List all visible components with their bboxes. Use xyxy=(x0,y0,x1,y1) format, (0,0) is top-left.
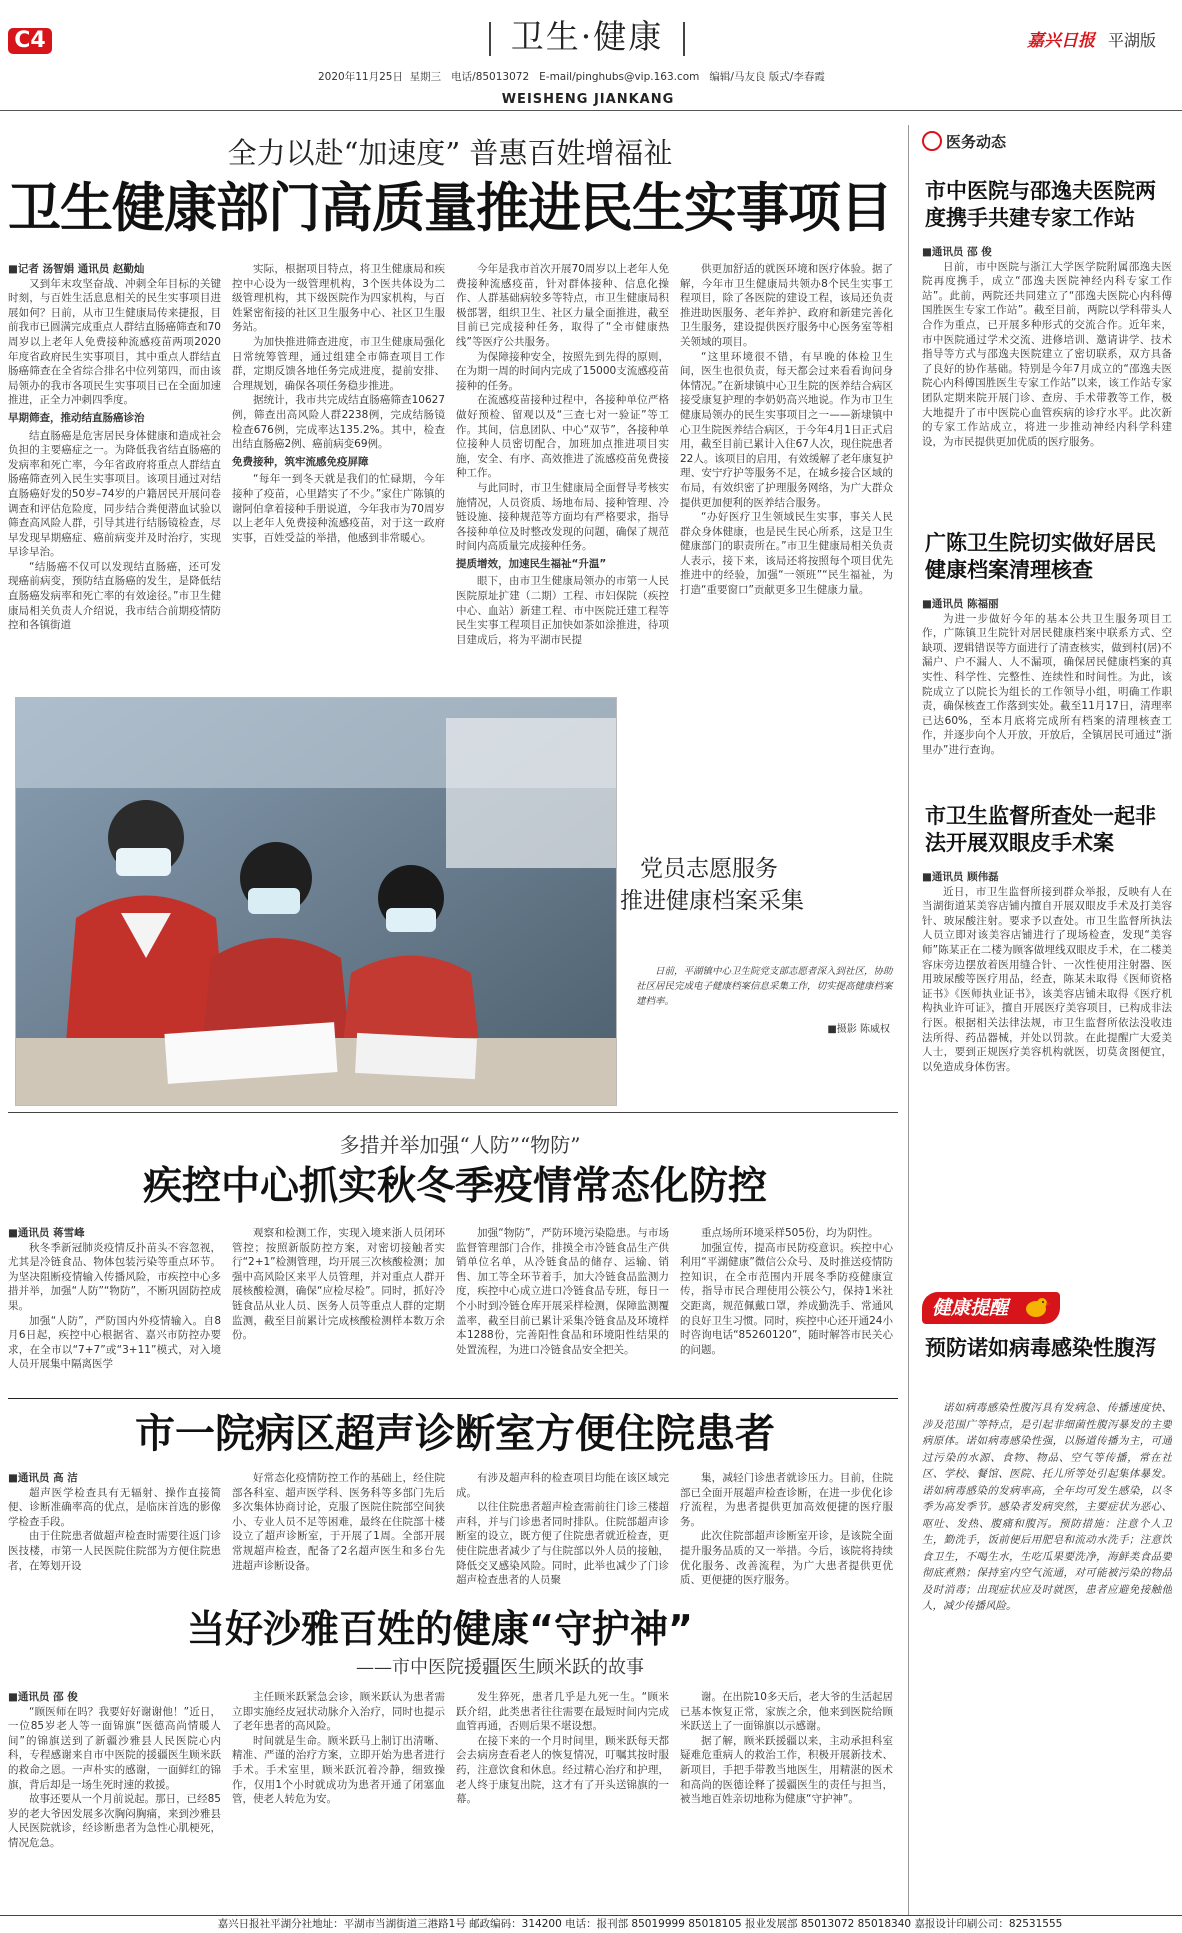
section-email: E-mail/pinghubs@vip.163.com xyxy=(539,71,700,83)
photo-title-line-2: 推进健康档案采集 xyxy=(620,888,804,914)
photo-frame-bottom xyxy=(8,1112,898,1113)
issue-date: 2020年11月25日 xyxy=(318,71,403,83)
story2-column-3 xyxy=(456,1226,669,1394)
story3-paragraph: 有涉及超声科的检查项目均能在该区域完成。 xyxy=(456,1472,669,1499)
lead-paragraph: 提质增效，加速民生福祉“升温” xyxy=(456,557,607,570)
lead-paragraph: 眼下，由市卫生健康局领办的市第一人民医院原址扩建（二期）工程、市妇保院（疾控中心、血站）新建工程、市中医院迁建工程等民生实事工程项目正加快如茶如涂推进，待项目建成后，将为平湖市民提 xyxy=(456,575,669,646)
lead-paragraph: “结肠癌不仅可以发现结直肠癌，还可发现癌前病变，预防结直肠癌的发生，是降低结直肠癌发病率和死亡率的有效途径。”市卫生健康局相关负责人介绍说，我市结合前期疫情防控和各镇街道 xyxy=(8,560,221,632)
story4-paragraph: 故事还要从一个月前说起。那日，已经85岁的老大爷因发展多次胸闷胸痛，来到沙雅县人民医院就诊，经诊断患者为急性心肌梗死，情况危急。 xyxy=(8,1793,221,1849)
story4-headline: 当好沙雅百姓的健康“守护神” xyxy=(187,1607,693,1651)
lead-column-1 xyxy=(8,262,221,688)
story2-column-4 xyxy=(680,1226,893,1394)
sidebar-item-1-byline: ■通讯员 邵 俊 xyxy=(922,246,992,258)
issue-weekday: 星期三 xyxy=(409,71,442,83)
lead-paragraph: “这里环境很不错，有早晚的体检卫生间，医生也很负责，每天都会过来看看询问身体情况。”在新埭镇中心卫生院的医养结合病区接受康复护理的李奶奶高兴地说。作为市卫生健康局领办的民生实事项目之一——新埭镇中心卫生院医养结合病区，于今年4月1日正式启用，截至目前已累计入住67人次，现住院患者22人。该项目的启用，有效缓解了老年康复护理、安宁疗护等服务不足，在城乡接合区域的布局，有效织密了护理服务网络，为广大群众提供更加便利的医养结合服务。 xyxy=(680,350,893,509)
photo-illustration xyxy=(16,698,616,1105)
story3-column-2 xyxy=(232,1471,445,1599)
story3-paragraph: ■通讯员 高 洁 xyxy=(8,1472,78,1484)
sidebar-item-1-text: 日前，市中医院与浙江大学医学院附属邵逸夫医院再度携手，成立“邵逸夫医院神经内科专家工作站”。此前，两院还共同建立了“邵逸夫医院心内科傅国胜医生专家工作站”。截至目前，两院以学科带头人合作为重点，已开展多种形式的交流合作。近年来，市中医院通过学术交流、进修培训、邀请讲学、技术指导等方式与邵逸夫医院建立了密切联系，双方具备了良好的协作基础。特别是今年7月成立的“邵逸夫医院心内科傅国胜医生专家工作站”以来，该工作站专家团队定期来院开展门诊、查房、手术带教等工作，极大地提升了市中医院心血管疾病的诊疗水平。此次新的专家工作站成立，将进一步推动神经内科学科建设，为市民提供更加优质的医疗服务。 xyxy=(922,260,1172,448)
lead-paragraph: 结直肠癌是危害居民身体健康和造成社会负担的主要癌症之一。为降低我省结直肠癌的发病率和死亡率，今年省政府将重点人群结直肠癌筛查列入民生实事项目。该项目通过对结直肠癌好发的50岁–74岁的户籍居民开展问卷调查和评估危险度，同步结合粪便潜血试验以筛查高风险人群，引导其进行结肠镜检查，尽早发现早期癌症、癌前病变并及时治疗，实现早诊早治。 xyxy=(8,429,221,559)
story3-column-4 xyxy=(680,1471,893,1599)
lead-paragraph: ■记者 汤智娟 通讯员 赵勤灿 xyxy=(8,263,145,275)
story2-paragraph: 加强宣传，提高市民防疫意识。疾控中心利用“平湖健康”微信公众号、及时推送疫情防控知识，在全市范围内开展冬季防疫健康宣传，指导市民合理使用公筷公勺，保持1米社交距离，规范佩戴口罩，养成勤洗手、常通风的良好卫生习惯。同时，疾控中心还开通24小时咨询电话“85260120”，随时解答市民关心的问题。 xyxy=(680,1241,893,1356)
story3-paragraph: 集，减轻门诊患者就诊压力。目前，住院部已全面开展超声检查诊断，在进一步优化诊疗流程，为患者提供更加高效便捷的医疗服务。 xyxy=(680,1472,893,1528)
story4-paragraph: “顾医师在吗？我要好好谢谢他！”近日，一位85岁老人等一面锦旗“医德高尚情暖人间”的锦旗送到了新疆沙雅县人民医院心内科，专程感谢来自市中医院的援疆医生顾米跃的救命之恩。一声朴实的感谢，一面鲜红的锦旗，背后却是一场生死时速的救援。 xyxy=(8,1705,221,1791)
story4-paragraph: 谢。在出院10多天后，老大爷的生活起居已基本恢复正常，家族之余，他来到医院给顾米跃送上了一面锦旗以示感谢。 xyxy=(680,1691,893,1733)
story2-column-2 xyxy=(232,1226,445,1394)
story3-headline: 市一院病区超声诊断室方便住院患者 xyxy=(135,1411,775,1457)
footer-rule xyxy=(0,1915,1182,1916)
story4-paragraph: 主任顾米跃紧急会诊，顾米跃认为患者需立即实施经皮冠状动脉介入治疗，同时也提示了老年患者的高风险。 xyxy=(232,1691,445,1733)
story4-paragraph: 据了解，顾米跃援疆以来，主动承担科室疑难危重病人的救治工作，积极开展新技术、新项目，手把手带教当地医生，用精湛的医术和高尚的医德诠释了援疆医生的责任与担当，被当地百姓亲切地称为健康“守护神”。 xyxy=(680,1734,893,1806)
photo-title-line-1: 党员志愿服务 xyxy=(640,856,778,882)
story4-paragraph: 发生猝死，患者几乎是九死一生。“顾米跃介绍，此类患者往往需要在最短时间内完成血管再通，否则后果不堪设想。 xyxy=(456,1691,669,1733)
sidebar-item-2-title: 广陈卫生院切实做好居民健康档案清理核查 xyxy=(925,531,1156,582)
sidebar-label: 医务动态 xyxy=(946,133,1007,151)
lead-paragraph: 今年是我市首次开展70周岁以上老年人免费接种流感疫苗，针对群体接种、信息化操作、人群基础病较多等特点，市卫生健康局积极部署，组织卫生、社区力量全面推进，截至目前已完成接种任务，取得了“全市健康热线”等医疗公共服务。 xyxy=(456,263,669,348)
section-rule-right xyxy=(683,22,685,56)
lead-paragraph: 为加快推进筛查进度，市卫生健康局强化日常统筹管理，通过组建全市筛查项目工作群，定期反馈各地任务完成进度，提前安排、合理规划，确保各项任务稳步推进。 xyxy=(232,335,445,392)
masthead-meta xyxy=(318,70,918,84)
sidebar-item-2-byline: ■通讯员 陈福丽 xyxy=(922,598,999,610)
lead-paragraph: 实际，根据项目特点，将卫生健康局和疾控中心设为一级管理机构，3个医共体设为二级管理机构，其下级医院作为四家机构，与百姓紧密衔接的社区卫生服务中心、社区卫生服务站。 xyxy=(232,263,445,334)
story2-paragraph: 加强“人防”，严防国内外疫情输入。自8月6日起，疾控中心根据省、嘉兴市防控办要求，在全市以“7+7”或“3+11”模式，对入境人员开展集中隔离医学 xyxy=(8,1314,221,1371)
story4-paragraph: 时间就是生命。顾米跃马上制订出清晰、精准、严谨的治疗方案，立即开始为患者进行手术。手术室里，顾米跃沉着冷静，细致操作，仅用1个小时就成功为患者开通了闭塞血管，使老人转危为安。 xyxy=(232,1734,445,1806)
lead-kicker: 全力以赴“加速度” 普惠百姓增福祉 xyxy=(227,136,673,170)
health-tip-bird-icon xyxy=(1022,1294,1050,1320)
story3-column-3 xyxy=(456,1471,669,1599)
lead-headline: 卫生健康部门高质量推进民生实事项目 xyxy=(8,178,892,239)
sidebar-item-2-text: 为进一步做好今年的基本公共卫生服务项目工作，广陈镇卫生院针对居民健康档案中联系方式、空缺项、逻辑错误等方面进行了清查核实，做到村(居)不漏户、户不漏人、人不漏项，确保居民健康档案的真实性、科学性、完整性、连续性和时间性。为此，该院成立了以院长为组长的工作领导小组，明确工作职责，确保核查工作落到实处。截至11月17日，清理率已达60%，至本月底将完成所有档案的清理核查工作，并逐步向个人开放，开放后，全镇居民可通过“浙里办”进行查询。 xyxy=(922,612,1172,756)
story4-column-2 xyxy=(232,1690,445,1912)
story4-paragraph: ■通讯员 邵 俊 xyxy=(8,1691,78,1703)
lead-paragraph: 又到年末攻坚奋战、冲刺全年目标的关键时刻，与百姓生活息息相关的民生实事项目进展如何？日前，从市卫生健康局传来捷报，目前我市已圆满完成重点人群结直肠癌筛查和70周岁以上老年人免费接种流感疫苗两项2020年度省政府民生实事项目，其中重点人群结直肠癌筛查在全省综合排名中位列第四，而由该局领办的我市各项民生实事项目已在全面加速推进，正全力冲刺四季度。 xyxy=(8,277,221,407)
story2-paragraph: 加强“物防”，严防环境污染隐患。与市场监督管理部门合作，排摸全市冷链食品生产供销单位名单，从冷链食品的储存、运输、销售、加工等全环节着手，加大冷链食品监测力度，疾控中心成立进口冷链食品专班，每日一个小时到冷链仓库开展采样检测，保障监测覆盖率，截至目前已累计采集冷链食品及环境样本1288份，完善阳性食品和环境阳性结果的处置流程，为进口冷链食品安全把关。 xyxy=(456,1227,669,1356)
sidebar-label-box xyxy=(922,130,1022,154)
story2-paragraph: ■通讯员 蒋雪峰 xyxy=(8,1227,85,1239)
story2-bottom-rule xyxy=(8,1398,898,1399)
lead-paragraph: 与此同时，市卫生健康局全面督导考核实施情况，人员资质、场地布局、接种管理、冷链设施、接种规范等方面均有严格要求，指导各接种单位及时整改发现的问题，确保了规范时间内高质量完成接种任务。 xyxy=(456,481,669,553)
health-tip-body xyxy=(922,1400,1172,1912)
volunteer-photo xyxy=(15,697,617,1106)
page-code-badge: C4 xyxy=(8,28,52,54)
section-rule-left xyxy=(489,22,491,56)
story4-column-3 xyxy=(456,1690,669,1912)
sidebar-item-1-title: 市中医院与邵逸夫医院两度携手共建专家工作站 xyxy=(925,179,1156,230)
footer-address: 嘉兴日报社平湖分社地址：平湖市当湖街道三港路1号 邮政编码：314200 电话：报刊部 85019999 85018105 报业发展部 85013072 85018340 嘉报设计印刷公司：82531555 xyxy=(217,1918,1063,1930)
story2-column-1 xyxy=(8,1226,221,1394)
health-tip-label: 健康提醒 xyxy=(932,1297,1009,1319)
sidebar-divider xyxy=(908,125,909,1915)
story2-headline: 疾控中心抓实秋冬季疫情常态化防控 xyxy=(142,1164,767,1209)
photo-caption: 日前，平湖镇中心卫生院党支部志愿者深入到社区，协助社区居民完成电子健康档案信息采集工作，切实提高健康档案建档率。 xyxy=(636,966,893,1007)
story4-subhead: ——市中医院援疆医生顾米跃的故事 xyxy=(356,1657,644,1678)
story4-column-1 xyxy=(8,1690,221,1912)
edition-label: 平湖版 xyxy=(1108,31,1157,50)
lead-paragraph: 为保障接种安全，按照先到先得的原则，在为期一周的时间内完成了15000支流感疫苗接种的任务。 xyxy=(456,350,669,392)
sidebar-item-1-body xyxy=(922,245,1172,535)
lead-column-2 xyxy=(232,262,445,688)
lead-column-4 xyxy=(680,262,893,688)
editor-credits: 编辑/马友良 版式/李春霞 xyxy=(709,71,825,83)
health-tip-text: 诺如病毒感染性腹泻具有发病急、传播速度快、涉及范围广等特点，是引起非细菌性腹泻暴发的主要病原体。诺如病毒感染性强，以肠道传播为主，可通过污染的水源、食物、物品、空气等传播，常在社区、学校、餐馆、医院、托儿所等处引起集体暴发。诺如病毒感染的发病率高，全年均可发生感染，以冬季为高发季节。感染者发病突然，主要症状为恶心、呕吐、发热、腹痛和腹泻。预防措施：注意个人卫生，勤洗手，饭前便后用肥皂和流动水洗手；注意饮食卫生，不喝生水，生吃瓜果要洗净，海鲜类食品要彻底煮熟；保持室内空气流通，对可能被污染的物品及时消毒；出现症状应及时就医，患者应避免接触他人，减少传播风险。 xyxy=(922,1402,1172,1612)
story4-column-4 xyxy=(680,1690,893,1912)
story4-paragraph: 在接下来的一个月时间里，顾米跃每天都会去病房查看老人的恢复情况，叮嘱其按时服药，注意饮食和休息。经过精心治疗和护理，老人终于康复出院，这才有了开头送锦旗的一幕。 xyxy=(456,1734,669,1806)
sidebar-item-3-title: 市卫生监督所查处一起非法开展双眼皮手术案 xyxy=(925,804,1156,855)
lead-paragraph: “办好医疗卫生领域民生实事，事关人民群众身体健康，也是民生民心所系，这是卫生健康部门的职责所在。”市卫生健康局相关负责人表示，接下来，该局还将按照每个项目优先推进中的经验，加强“一领班”“民生福祉，为打造“重要窗口”贡献更多卫生健康力量。 xyxy=(680,511,893,597)
masthead-rule xyxy=(0,110,1182,111)
health-tip-title: 预防诺如病毒感染性腹泻 xyxy=(925,1336,1156,1360)
sidebar-item-3-text: 近日，市卫生监督所接到群众举报，反映有人在当湖街道某美容店铺内擅自开展双眼皮手术及打美容针、玻尿酸注射。要求予以查处。市卫生监督所执法人员立即对该美容店铺进行了现场检查，发现“美容师”陈某正在二楼为顾客做埋线双眼皮手术，在二楼美容床旁边摆放着医用缝合针、一次性使用注射器、医用玻尿酸等医疗用品，经查，陈某未取得《医师资格证书》《医师执业证书》，该美容店铺未取得《医疗机构执业许可证》，擅自开展医疗美容项目，已构成非法行医。根据相关法律法规，市卫生监督所依法没收违法所得、药品器械，并处以罚款。在此提醒广大爱美人士，要到正规医疗美容机构就医，切莫贪图便宜，以免造成身体伤害。 xyxy=(922,885,1172,1073)
story2-paragraph: 秋冬季新冠肺炎疫情反扑苗头不容忽视，尤其是冷链食品、物体包装污染等重点环节。为坚决阻断疫情输入传播风险，市疾控中心多措并举，加强“人防”“物防”，不断巩固防控成果。 xyxy=(8,1241,221,1312)
health-tip-banner xyxy=(922,1292,1060,1324)
section-phone: 电话/85013072 xyxy=(451,71,530,83)
story3-paragraph: 好常态化疫情防控工作的基础上，经住院部各科室、超声医学科、医务科等多部门先后多次集体协商讨论，克服了医院住院部空间狭小、专业人员不足等困难，最终在住院部十楼设立了超声诊断室，于开展了1周。全部开展常规超声检查，配备了2名超声医生和多台先进超声诊断设备。 xyxy=(232,1472,445,1572)
sidebar-item-3-byline: ■通讯员 顾伟磊 xyxy=(922,871,999,883)
story3-paragraph: 超声医学检查具有无辐射、操作直接简便、诊断准确率高的优点，是临床首选的影像学检查手段。 xyxy=(8,1486,221,1528)
lead-column-3 xyxy=(456,262,669,688)
story3-column-1 xyxy=(8,1471,221,1599)
story2-paragraph: 重点场所环境采样505份，均为阴性。 xyxy=(701,1227,879,1239)
story3-paragraph: 由于住院患者做超声检查时需要往返门诊医技楼，市第一人民医院住院部为方便住院患者，在筹划开设 xyxy=(8,1530,221,1572)
lead-paragraph: 早期筛查，推动结直肠癌诊治 xyxy=(8,411,145,424)
lead-paragraph: 供更加舒适的就医环境和医疗体验。据了解，今年市卫生健康局共领办8个民生实事工程项目，除了各医院的建设工程，该局还负责推进助医服务、老年养护、政府和新建完善化卫生服务，建设提供医疗服务中心医务室等相关领域的项目。 xyxy=(680,263,893,348)
story3-paragraph: 以往住院患者超声检查需前往门诊三楼超声科，并与门诊患者同时排队。住院部超声诊断室的设立，既方便了住院患者就近检查，更使住院患者减少了与住院部以外人员的接触，降低交叉感染风险。同时，此举也减少了门诊超声检查患者的人员聚 xyxy=(456,1501,669,1587)
newspaper-logo: 嘉兴日报 xyxy=(1027,31,1095,51)
sidebar-item-3-body xyxy=(922,870,1172,1290)
lead-paragraph: 据统计，我市共完成结直肠癌筛查10627例，筛查出高风险人群2238例，完成结肠镜检查676例，完成率达135.2%。其中，检查出结直肠癌2例、癌前病变69例。 xyxy=(232,394,445,451)
lead-paragraph: “每年一到冬天就是我们的忙碌期，今年接种了疫苗，心里踏实了不少。”家住广陈镇的谢阿伯拿着接种手册说道，今年我市为70周岁以上老年人免费接种流感疫苗，对于这一政府实事，百姓受益的举措，他感到非常暖心。 xyxy=(232,473,445,544)
section-title: 卫生·健康 xyxy=(510,17,664,56)
lead-paragraph: 在流感疫苗接种过程中，各接种单位严格做好预检、留观以及“三查七对一验证”等工作。其间，信息团队、中心“双节”，各接种单位接种人员密切配合，加班加点推进项目实施，安全、有序、高效推进了流感疫苗免费接种工作。 xyxy=(456,394,669,480)
sidebar-item-2-body xyxy=(922,597,1172,793)
section-pinyin: WEISHENG JIANKANG xyxy=(501,92,675,107)
photo-credit: ■摄影 陈威权 xyxy=(827,1024,890,1035)
lead-paragraph: 免费接种，筑牢流感免疫屏障 xyxy=(232,455,369,468)
story2-kicker: 多措并举加强“人防”“物防” xyxy=(339,1133,581,1157)
sidebar-label-icon xyxy=(922,131,942,151)
story3-paragraph: 此次住院部超声诊断室开诊，是该院全面提升服务品质的又一举措。今后，该院将持续优化服务、改善流程，为广大患者提供更优质、更便捷的医疗服务。 xyxy=(680,1530,893,1587)
story2-paragraph: 观察和检测工作，实现入境来浙人员闭环管控；按照新版防控方案，对密切接触者实行“2+1”检测管理，均开展三次核酸检测；加强中高风险区来平人员管理，并对重点人群开展核酸检测，确保“应检尽检”。同时，抓好冷链食品从业人员、医务人员等重点人群的定期监测，截至目前累计完成核酸检测样本数万余份。 xyxy=(232,1227,445,1342)
